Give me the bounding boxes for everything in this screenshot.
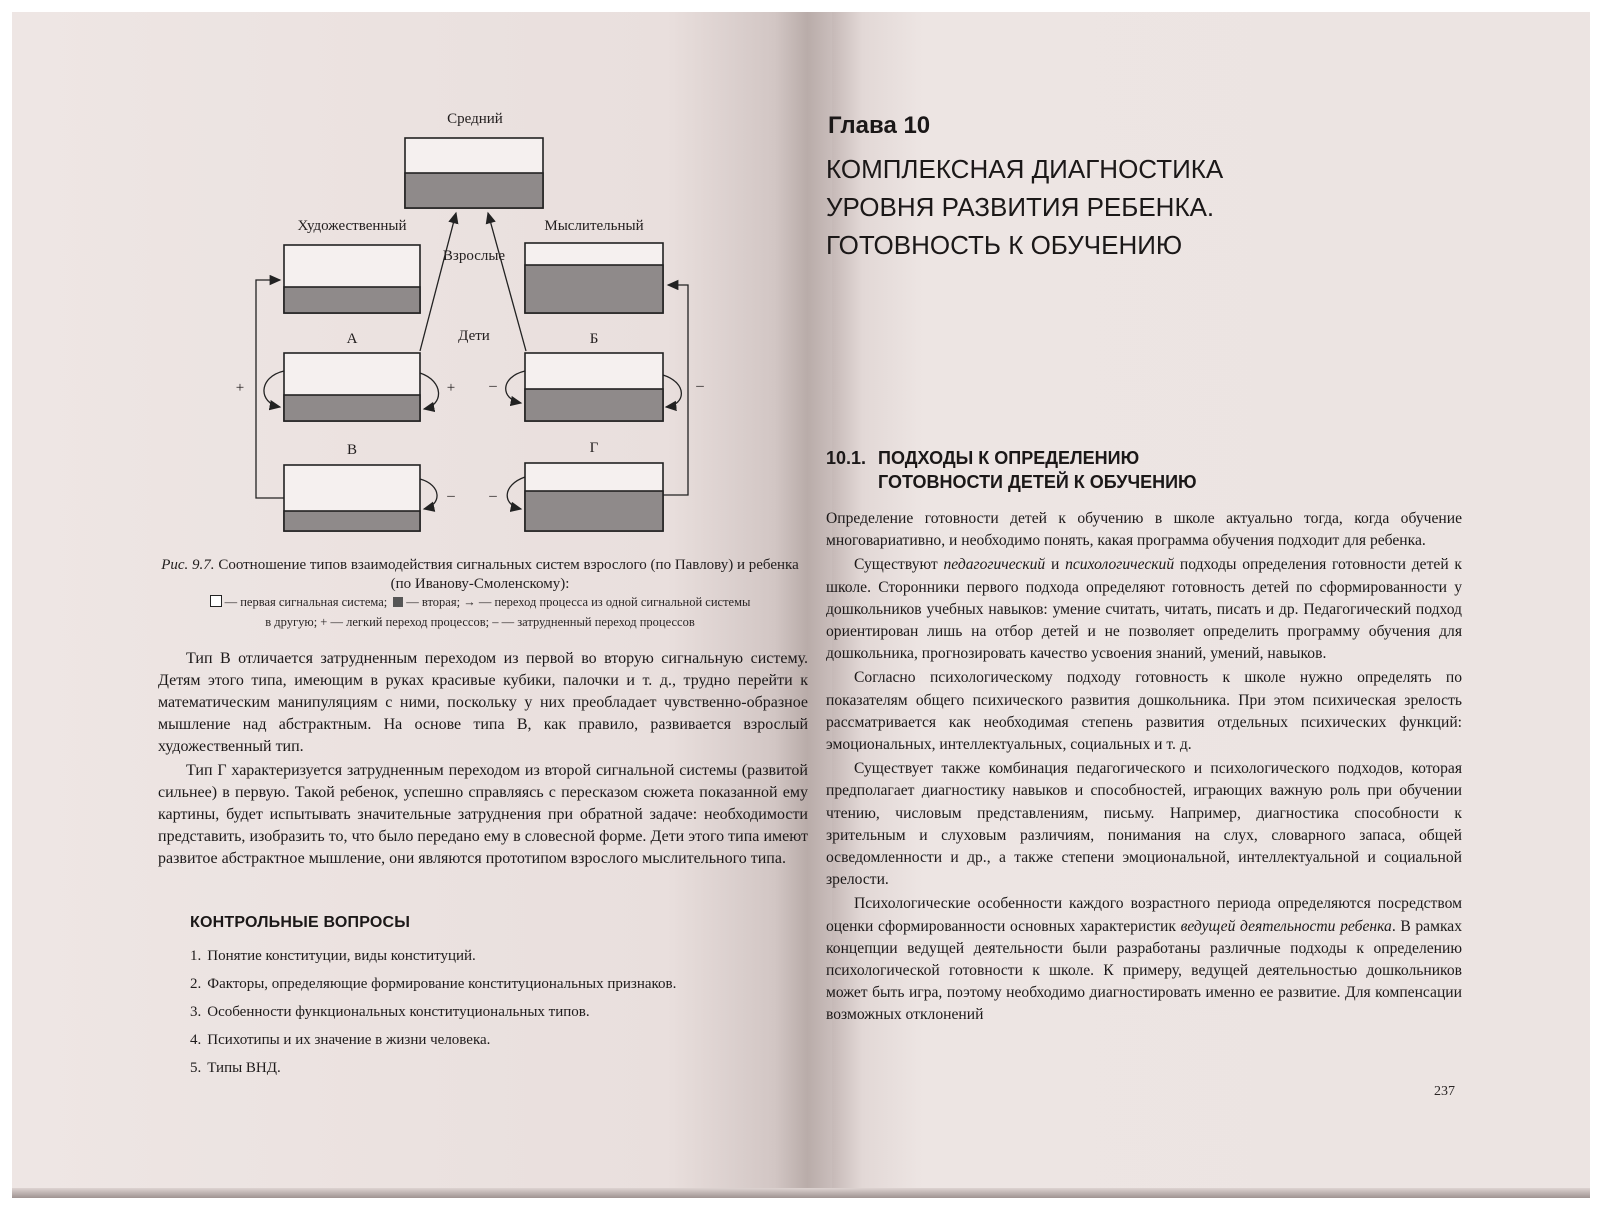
figure-caption: [160, 556, 800, 594]
paragraph-combination: Существует также комбинация педагогического и психологического подходов, которая предполагает диагностику навыков и способностей, играющих важную роль при обучении чтению, числовым представлениям, письму. Например, диагностика способности к зрительным и слуховым различиям, понимания на слух, словарного запаса, общей осведомленности и др., а также степени эмоциональной, интеллектуальной и социальной зрелости.: [826, 760, 1462, 889]
chapter-title: [826, 150, 1223, 264]
list-item: [190, 970, 682, 998]
box-thinking: [525, 243, 663, 313]
section-number: 10.1.: [826, 448, 867, 468]
legend-line1: — первая сигнальная система;: [224, 595, 388, 609]
right-loop-line: [663, 285, 688, 495]
box-v: [284, 465, 420, 531]
chapter-label: Глава 10: [828, 112, 931, 139]
label-v: В: [346, 442, 358, 458]
label-adults: Взрослые: [442, 248, 506, 264]
legend-line1b: — вторая; → — переход процесса из одной сигнальной системы: [406, 595, 751, 609]
questions-list: [190, 942, 682, 1082]
list-item-number: 2.: [190, 976, 202, 992]
label-children: Дети: [458, 328, 490, 344]
paragraph-leading-activity: [826, 893, 1462, 1026]
label-minus-g: –: [489, 488, 497, 504]
label-b: Б: [589, 331, 599, 347]
list-item: [190, 998, 682, 1026]
paragraph-psychological: Согласно психологическому подходу готовность к школе нужно определять по показателям общего психического развития дошкольника. При этом психическая зрелость рассматривается как необходимая степень развития отдельных психических функций: эмоциональных, интеллектуальных, социальных и т. д.: [826, 669, 1462, 754]
signal-systems-diagram: [230, 105, 704, 535]
label-middle: Средний: [447, 111, 503, 127]
label-plus-mid: +: [446, 380, 456, 396]
page-number: 237: [1434, 1084, 1455, 1099]
emphasis-leading-activity: ведущей деятельности ребенка: [1180, 917, 1392, 935]
box-middle: [405, 138, 543, 208]
text-run: . В рамках концепции ведущей деятельности были разработаны различные подходы к определению психологической готовности к школе. К примеру, ведущей деятельностью дошкольников может быть игра, поэтому необходимо диагностировать именно ее развитие. Для компенсации возможных отклонений: [826, 917, 1462, 1024]
list-item-number: 1.: [190, 948, 202, 964]
chapter-title-line: ГОТОВНОСТЬ К ОБУЧЕНИЮ: [826, 230, 1183, 260]
left-loop-line: [256, 280, 284, 498]
label-minus-b-right: –: [696, 378, 704, 394]
paragraph-type-v: Тип В отличается затрудненным переходом из первой во вторую сигнальную систему. Детям этого типа, имеющим в руках красивые кубики, палочки и т. д., трудно перейти к математическим манипуляциям с ними, поскольку у них преобладает чувственно-образное мышление над абстрактным. На основе типа В, как правило, развивается взрослый художественный тип.: [158, 650, 808, 755]
paragraph-type-g: Тип Г характеризуется затрудненным переходом из второй сигнальной системы (развитой сильнее) в первую. Такой ребенок, успешно справляясь с пересказом сюжета показанной ему картины, будет испытывать значительные затруднения при обратной задаче: необходимости представить, изобразить то, что было передано ему в словесной форме. Дети этого типа имеют развитое абстрактное мышление, они являются прототипом взрослого мыслительного типа.: [158, 762, 808, 867]
list-item-text: Психотипы и их значение в жизни человека.: [207, 1032, 491, 1048]
list-item: [190, 942, 682, 970]
box-a: [284, 353, 420, 421]
label-minus-b-left: –: [489, 378, 497, 394]
label-plus-left: +: [235, 380, 245, 396]
paragraph-definition: Определение готовности детей к обучению в школе актуально тогда, когда обучение многовариативно, и необходимо понять, какая программа обучения подходит для ребенка.: [826, 510, 1462, 550]
list-item: [190, 1026, 682, 1054]
label-artistic: Художественный: [297, 218, 407, 234]
text-run: подходы определения готовности детей к школе. Сторонники первого подхода определяют готовность детей по сформированности у дошкольников учебных навыков: умение считать, читать, писать и др. Педагогический подход ориентирован лишь на отбор детей и не позволяет определить программу обучения для дошкольника, прогнозировать качество усвоения знаний, умений, навыков.: [826, 556, 1462, 663]
left-body-text: [158, 648, 808, 872]
list-item: [190, 1054, 682, 1082]
label-g: Г: [589, 440, 599, 456]
label-minus-v: –: [447, 488, 455, 504]
questions-title: КОНТРОЛЬНЫЕ ВОПРОСЫ: [190, 914, 411, 931]
figure-legend: [150, 592, 810, 632]
box-b: [525, 353, 663, 421]
section-title-line2: ГОТОВНОСТИ ДЕТЕЙ К ОБУЧЕНИЮ: [878, 472, 1197, 492]
text-run: и: [1045, 556, 1066, 574]
label-thinking: Мыслительный: [544, 218, 644, 234]
section-title-line1: ПОДХОДЫ К ОПРЕДЕЛЕНИЮ: [878, 448, 1140, 468]
chapter-title-line: КОМПЛЕКСНАЯ ДИАГНОСТИКА: [826, 154, 1224, 184]
figure-number: Рис. 9.7.: [161, 557, 215, 573]
legend-line2: в другую; + — легкий переход процессов; – — затрудненный переход процессов: [265, 615, 695, 629]
list-item-number: 5.: [190, 1060, 202, 1076]
figure-caption-text: Соотношение типов взаимодействия сигнальных систем взрослого (по Павлову) и ребенка (по Иванову-Смоленскому):: [218, 557, 799, 592]
list-item-text: Факторы, определяющие формирование конституциональных признаков.: [207, 976, 677, 992]
page-edge: [12, 1188, 1590, 1198]
box-g: [525, 463, 663, 531]
right-body-text: [826, 508, 1462, 1029]
emphasis-pedagogical: педагогический: [943, 556, 1046, 574]
list-item-text: Особенности функциональных конституциональных типов.: [207, 1004, 590, 1020]
paragraph-approaches: [826, 554, 1462, 665]
first-system-square-icon: [210, 595, 222, 607]
chapter-title-line: УРОВНЯ РАЗВИТИЯ РЕБЕНКА.: [826, 192, 1215, 222]
text-run: Существуют: [854, 556, 944, 574]
diagram-graphics: [230, 105, 700, 535]
section-title: [826, 446, 1197, 494]
emphasis-psychological: психологический: [1065, 556, 1175, 574]
second-system-square-icon: [393, 597, 403, 607]
list-item-text: Типы ВНД.: [207, 1060, 281, 1076]
list-item-text: Понятие конституции, виды конституций.: [207, 948, 476, 964]
label-a: А: [346, 331, 358, 347]
box-artistic: [284, 245, 420, 313]
text-run: Психологические особенности каждого возрастного периода определяются посредством оценки сформированности основных характеристик: [826, 895, 1462, 935]
list-item-number: 3.: [190, 1004, 202, 1020]
list-item-number: 4.: [190, 1032, 202, 1048]
